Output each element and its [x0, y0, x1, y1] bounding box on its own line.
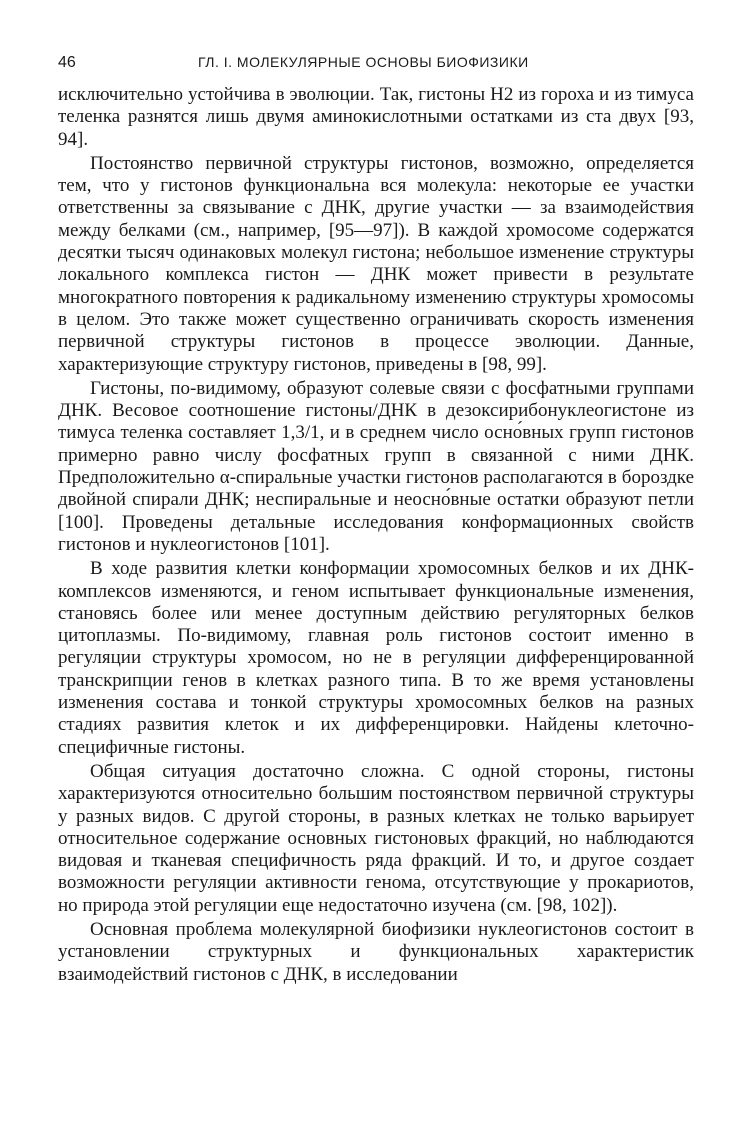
body-text [58, 84, 694, 986]
page-number: 46 [58, 54, 76, 71]
running-head [58, 46, 694, 74]
paragraph: Общая ситуация достаточно сложна. С одной стороны, гистоны характеризуются относительно большим постоянством первичной структуры у разных видов. С другой стороны, в разных клетках не только варьирует относительное содержание основных гистоновых фракций, но наблюдаются видовая и тканевая специфичность ряда фракций. И то, и другое создает возможности регуляции активности генома, отсутствующие у прокариотов, но природа этой регуляции еще недостаточно изучена (см. [98, 102]). [58, 760, 694, 916]
book-page [58, 46, 694, 986]
paragraph: Основная проблема молекулярной биофизики нуклеогистонов состоит в установлении структурных и функциональных характеристик взаимодействий гистонов с ДНК, в исследовании [58, 918, 694, 985]
paragraph: Гистоны, по-видимому, образуют солевые связи с фосфатными группами ДНК. Весовое соотношение гистоны/ДНК в дезоксирибонуклеогистоне из тимуса теленка составляет 1,3/1, и в среднем число осно́вных групп гистонов примерно равно числу фосфатных групп в связанной с ними ДНК. Предположительно α-спиральные участки гистонов располагаются в бороздке двойной спирали ДНК; неспиральные и неосно́вные остатки образуют петли [100]. Проведены детальные исследования конформационных свойств гистонов и нуклеогистонов [101]. [58, 377, 694, 555]
paragraph: В ходе развития клетки конформации хромосомных белков и их ДНК-комплексов изменяются, и геном испытывает функциональные изменения, становясь более или менее доступным действию регуляторных белков цитоплазмы. По-видимому, главная роль гистонов состоит именно в регуляции структуры хромосом, но не в регуляции дифференцированной транскрипции генов в клетках разного типа. В то же время установлены изменения состава и тонкой структуры хромосомных белков на разных стадиях развития клеток и их дифференцировки. Найдены клеточно-специфичные гистоны. [58, 558, 694, 758]
chapter-title: ГЛ. I. МОЛЕКУЛЯРНЫЕ ОСНОВЫ БИОФИЗИКИ [198, 54, 529, 70]
paragraph: Постоянство первичной структуры гистонов, возможно, определяется тем, что у гистонов функциональна вся молекула: некоторые ее участки ответственны за связывание с ДНК, другие участки — за взаимодействия между белками (см., например, [95—97]). В каждой хромосоме содержатся десятки тысяч одинаковых молекул гистона; небольшое изменение структуры локального комплекса гистон — ДНК может привести в результате многократного повторения к радикальному изменению структуры хромосомы в целом. Это также может существенно ограничивать скорость изменения первичной структуры гистонов в процессе эволюции. Данные, характеризующие структуру гистонов, приведены в [98, 99]. [58, 152, 694, 375]
paragraph-continuation: исключительно устойчива в эволюции. Так, гистоны Н2 из гороха и из тимуса теленка разнятся лишь двумя аминокислотными остатками из ста двух [93, 94]. [58, 84, 694, 150]
